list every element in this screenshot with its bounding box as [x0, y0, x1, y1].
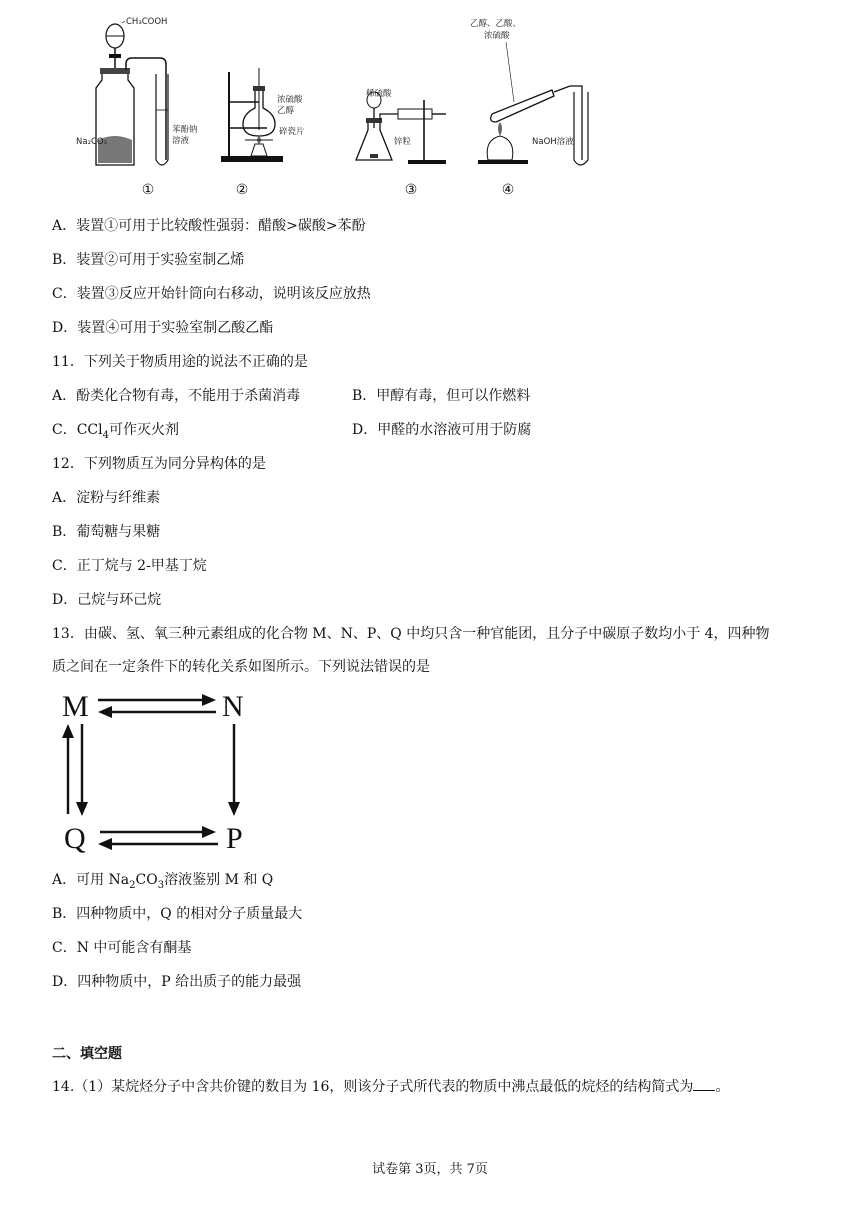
q12-option-c: C．正丁烷与 2-甲基丁烷	[52, 558, 207, 574]
node-p: P	[226, 822, 243, 855]
label-dilute-sulfuric: 稀硫酸	[366, 89, 392, 99]
q11-c-suffix: 可作灭火剂	[109, 422, 179, 438]
q12-option-a: A．淀粉与纤维素	[52, 490, 161, 506]
q13-option-b: B．四种物质中，Q 的相对分子质量最大	[52, 906, 303, 922]
q14-stem: 14.（1）某烷烃分子中含共价键的数目为 16，则该分子式所代表的物质中沸点最低的烷烃的结构简式为	[52, 1079, 694, 1095]
arrow-m-to-q	[76, 724, 88, 816]
q10-option-b: B．装置②可用于实验室制乙烯	[52, 252, 245, 268]
node-m: M	[62, 690, 89, 723]
apparatus-2-number: ②	[235, 182, 249, 198]
arrow-q-to-m	[62, 724, 74, 814]
q12-option-d: D．己烷与环己烷	[52, 592, 162, 608]
label-zinc: 锌粒	[394, 137, 412, 147]
q10-option-c: C．装置③反应开始针筒向右移动，说明该反应放热	[52, 286, 371, 302]
q11-option-d: D．甲醛的水溶液可用于防腐	[352, 422, 532, 438]
node-q: Q	[64, 822, 86, 855]
reagent-flask-label: Na₂CO₃	[76, 137, 108, 147]
reagent-top-label: CH₃COOH	[126, 17, 168, 27]
q13-a-mid: CO	[135, 872, 158, 888]
q13-option-c: C．N 中可能含有酮基	[52, 940, 192, 956]
q13-a-suffix: 溶液鉴别 M 和 Q	[164, 872, 274, 888]
q13-stem-line1: 13．由碳、氢、氧三种元素组成的化合物 M、N、P、Q 中均只含一种官能团，且分子中碳原子数均小于 4，四种物	[52, 626, 770, 642]
q12-stem: 12．下列物质互为同分异构体的是	[52, 456, 266, 472]
q13-a-prefix: A．可用 Na	[52, 872, 130, 888]
arrow-n-to-p	[228, 724, 240, 816]
arrow-q-to-p	[100, 826, 216, 838]
q13-option-a	[52, 870, 273, 896]
label-conc-sulfuric: 浓硫酸	[277, 95, 303, 105]
q14-end: 。	[715, 1079, 730, 1095]
q13-option-d: D．四种物质中，P 给出质子的能力最强	[52, 974, 302, 990]
arrow-m-to-n	[98, 694, 216, 706]
q11-stem: 11．下列关于物质用途的说法不正确的是	[52, 354, 308, 370]
q13-a-sub2: 3	[157, 879, 165, 891]
page-footer: 试卷第 3页，共 7页	[372, 1162, 488, 1177]
q12-option-b: B．葡萄糖与果糖	[52, 524, 161, 540]
q11-option-a: A．酚类化合物有毒，不能用于杀菌消毒	[52, 388, 301, 404]
arrow-n-to-m	[98, 706, 216, 718]
q14-text	[52, 1076, 729, 1097]
apparatus-4-number: ④	[501, 182, 515, 198]
answer-blank[interactable]	[693, 1076, 715, 1091]
apparatus-1-number: ①	[141, 182, 155, 198]
q11-c-prefix: C．CCl	[52, 422, 103, 438]
q11-option-b: B．甲醇有毒，但可以作燃料	[352, 388, 531, 404]
q11-option-c	[52, 420, 179, 446]
q13-a-sub1: 2	[129, 879, 136, 891]
label-reagents-line2: 浓硫酸	[484, 31, 510, 41]
reagent-tube-label-1: 苯酚钠	[172, 125, 198, 135]
label-ethanol: 乙醇	[277, 106, 295, 116]
label-naoh: NaOH溶液	[532, 137, 574, 147]
label-porcelain: 碎瓷片	[279, 127, 305, 137]
node-n: N	[222, 690, 244, 723]
apparatus-3-figure	[352, 10, 462, 184]
mnpq-conversion-diagram	[52, 684, 262, 864]
reagent-tube-label-2: 溶液	[172, 136, 190, 146]
q10-option-d: D．装置④可用于实验室制乙酸乙酯	[52, 320, 274, 336]
apparatus-4-figure	[470, 10, 600, 184]
label-reagents-line1: 乙醇、乙酸、	[470, 19, 522, 29]
arrow-p-to-q	[98, 838, 218, 850]
section-title: 二、填空题	[52, 1046, 122, 1062]
apparatus-3-number: ③	[404, 182, 418, 198]
apparatus-1-figure	[76, 10, 212, 184]
q11-c-subscript: 4	[102, 429, 109, 441]
apparatus-2-figure	[215, 10, 315, 184]
q10-option-a: A．装置①可用于比较酸性强弱：醋酸>碳酸>苯酚	[52, 218, 366, 234]
q13-stem-line2: 质之间在一定条件下的转化关系如图所示。下列说法错误的是	[52, 659, 430, 675]
